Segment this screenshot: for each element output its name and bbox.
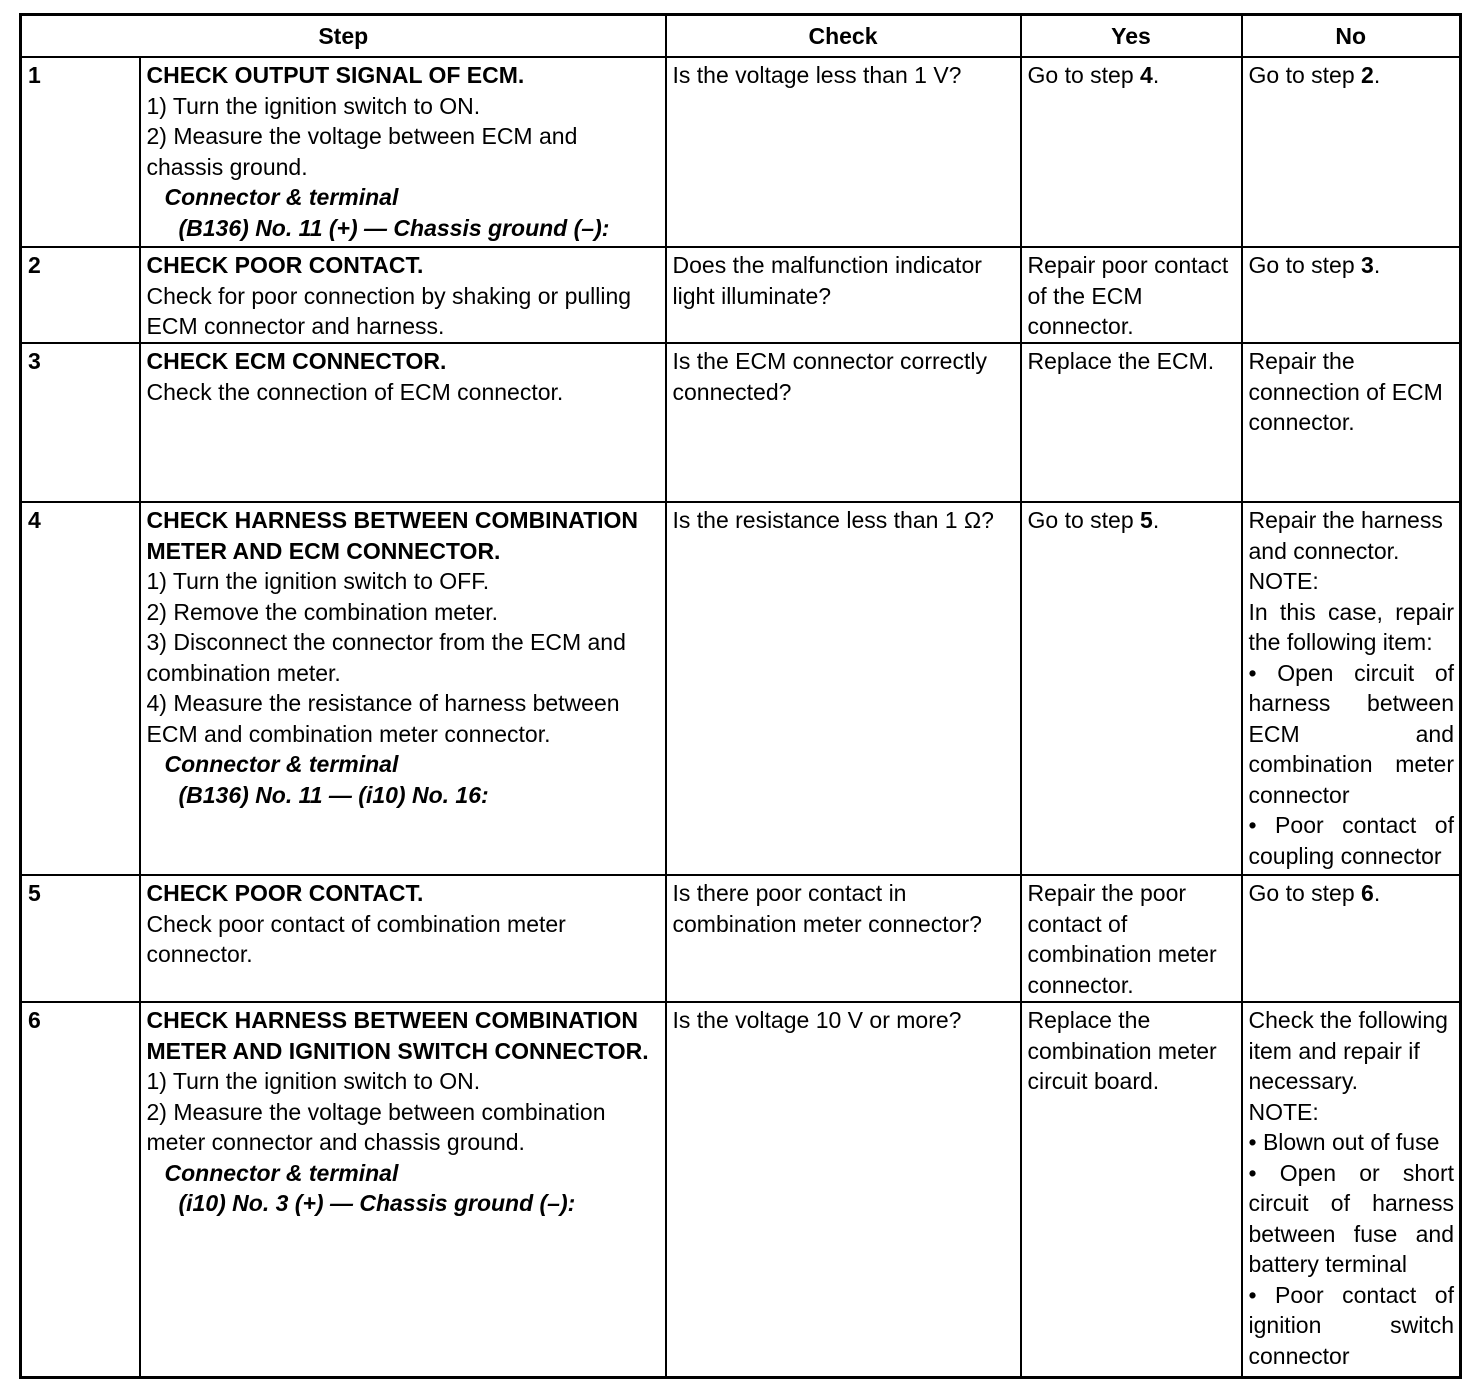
table-row — [21, 502, 1461, 875]
step-item: 2) Measure the voltage between ECM and chassis ground. — [146, 123, 578, 180]
step-number: 5 — [21, 875, 140, 1002]
check-cell: Does the malfunction indicator light illuminate? — [666, 247, 1021, 343]
no-cell — [1242, 875, 1461, 1002]
yes-step-ref: 4 — [1140, 62, 1153, 88]
diagnosis-table — [19, 13, 1462, 1379]
connector-value: (i10) No. 3 (+) — Chassis ground (–): — [178, 1190, 576, 1216]
step-title: CHECK POOR CONTACT. — [146, 252, 424, 278]
step-item: 4) Measure the resistance of harness between ECM and combination meter connector. — [146, 690, 620, 747]
yes-cell: Repair the poor contact of combination meter connector. — [1021, 875, 1242, 1002]
yes-suffix: . — [1152, 507, 1160, 533]
note-intro: In this case, repair the following item: — [1248, 598, 1454, 655]
step-number: 6 — [21, 1002, 140, 1377]
header-step: Step — [21, 15, 666, 58]
note-bullet: • Poor contact of coupling connector — [1248, 812, 1454, 869]
step-title: CHECK HARNESS BETWEEN COMBINATION METER AND IGNITION SWITCH CONNECTOR. — [146, 1007, 649, 1064]
table-row — [21, 875, 1461, 1002]
no-cell — [1242, 247, 1461, 343]
step-cell — [140, 57, 666, 247]
step-number: 4 — [21, 502, 140, 875]
no-suffix: . — [1373, 880, 1381, 906]
table-row — [21, 57, 1461, 247]
no-text: Go to step — [1248, 880, 1362, 906]
header-yes: Yes — [1021, 15, 1242, 58]
table-row — [21, 247, 1461, 343]
no-suffix: . — [1373, 62, 1381, 88]
no-step-ref: 3 — [1361, 252, 1374, 278]
step-cell — [140, 1002, 666, 1377]
header-check: Check — [666, 15, 1021, 58]
step-text: Check the connection of ECM connector. — [146, 378, 564, 405]
header-row — [21, 15, 1461, 58]
no-text: Check the following item and repair if necessary. — [1248, 1007, 1448, 1094]
table-row — [21, 343, 1461, 502]
yes-text: Go to step — [1027, 507, 1141, 533]
connector-label: Connector & terminal — [164, 751, 399, 777]
yes-cell — [1021, 502, 1242, 875]
check-cell: Is the ECM connector correctly connected? — [666, 343, 1021, 502]
note-bullet: • Poor contact of ignition switch connector — [1248, 1281, 1454, 1369]
no-cell — [1242, 502, 1461, 875]
check-cell: Is the voltage less than 1 V? — [666, 57, 1021, 247]
check-cell: Is there poor contact in combination meter connector? — [666, 875, 1021, 1002]
header-no: No — [1242, 15, 1461, 58]
step-item: 1) Turn the ignition switch to ON. — [146, 92, 481, 119]
note-label: NOTE: — [1248, 1098, 1319, 1125]
connector-value: (B136) No. 11 (+) — Chassis ground (–): — [178, 214, 610, 241]
no-step-ref: 2 — [1361, 62, 1374, 88]
step-cell — [140, 502, 666, 875]
note-bullet: • Open or short circuit of harness between fuse and battery terminal — [1248, 1159, 1454, 1277]
no-cell — [1242, 1002, 1461, 1377]
step-title: CHECK ECM CONNECTOR. — [146, 348, 447, 374]
note-bullet: • Open circuit of harness between ECM and combination meter connector — [1248, 659, 1454, 808]
no-suffix: . — [1373, 252, 1381, 278]
connector-label: Connector & terminal — [164, 1159, 399, 1186]
no-text: Repair the harness and connector. — [1248, 507, 1443, 564]
no-step-ref: 6 — [1361, 880, 1374, 906]
yes-cell: Replace the ECM. — [1021, 343, 1242, 502]
no-cell — [1242, 57, 1461, 247]
step-title: CHECK OUTPUT SIGNAL OF ECM. — [146, 62, 525, 88]
step-title: CHECK POOR CONTACT. — [146, 880, 424, 906]
check-cell: Is the resistance less than 1 Ω? — [666, 502, 1021, 875]
note-bullet: • Blown out of fuse — [1248, 1129, 1440, 1155]
step-number: 1 — [21, 57, 140, 247]
table-row — [21, 1002, 1461, 1377]
check-cell: Is the voltage 10 V or more? — [666, 1002, 1021, 1377]
note-label: NOTE: — [1248, 568, 1319, 594]
yes-text: Go to step — [1027, 62, 1141, 88]
step-cell — [140, 247, 666, 343]
step-number: 2 — [21, 247, 140, 343]
step-item: 2) Measure the voltage between combination meter connector and chassis ground. — [146, 1098, 606, 1155]
yes-cell: Repair poor contact of the ECM connector. — [1021, 247, 1242, 343]
step-cell — [140, 875, 666, 1002]
step-item: 1) Turn the ignition switch to OFF. — [146, 568, 490, 594]
no-text: Go to step — [1248, 252, 1362, 278]
no-cell: Repair the connection of ECM connector. — [1242, 343, 1461, 502]
connector-value: (B136) No. 11 — (i10) No. 16: — [178, 781, 489, 808]
step-item: 1) Turn the ignition switch to ON. — [146, 1068, 481, 1094]
step-item: 2) Remove the combination meter. — [146, 598, 499, 625]
step-title: CHECK HARNESS BETWEEN COMBINATION METER AND ECM CONNECTOR. — [146, 507, 639, 564]
step-cell — [140, 343, 666, 502]
connector-label: Connector & terminal — [164, 184, 399, 210]
no-text: Go to step — [1248, 62, 1362, 88]
step-item: 3) Disconnect the connector from the ECM and combination meter. — [146, 629, 626, 686]
step-number: 3 — [21, 343, 140, 502]
yes-step-ref: 5 — [1140, 507, 1153, 533]
step-text: Check poor contact of combination meter connector. — [146, 910, 566, 967]
yes-cell: Replace the combination meter circuit board. — [1021, 1002, 1242, 1377]
yes-cell — [1021, 57, 1242, 247]
step-text: Check for poor connection by shaking or pulling ECM connector and harness. — [146, 282, 632, 339]
yes-suffix: . — [1152, 62, 1160, 88]
